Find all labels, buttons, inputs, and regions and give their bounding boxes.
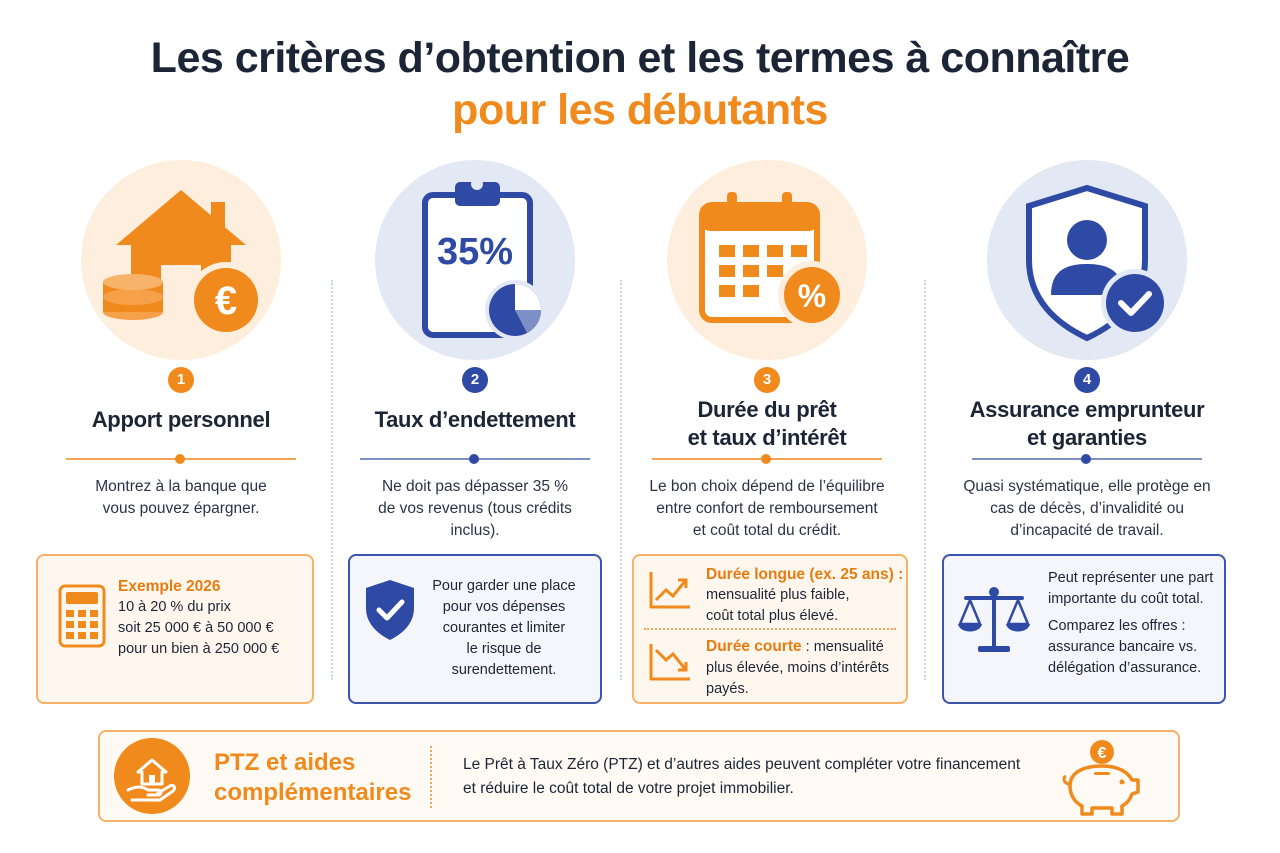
example-title: Exemple 2026 <box>118 578 221 595</box>
page-subtitle: pour les débutants <box>452 86 828 134</box>
heading-rule <box>652 458 882 460</box>
calculator-icon <box>58 584 106 648</box>
shield-person-check-icon <box>987 160 1187 360</box>
heading-rule <box>66 458 296 460</box>
ptz-banner <box>98 730 1180 822</box>
calendar-percent-icon <box>667 160 867 360</box>
criterion-endettement <box>330 160 620 705</box>
balance-scale-icon <box>956 584 1032 656</box>
page-title: Les critères d’obtention et les termes à connaître <box>150 34 1130 82</box>
criterion-duree <box>622 160 912 705</box>
example-line: soit 25 000 € à 50 000 € <box>118 620 274 636</box>
criterion-heading: Durée du prêt et taux d’intérêt <box>687 397 847 450</box>
long-duration-label: Durée longue (ex. 25 ans) : <box>706 566 904 583</box>
criterion-assurance <box>942 160 1232 705</box>
clipboard-percent-icon <box>375 160 575 360</box>
svg-text:€: € <box>1097 745 1107 762</box>
info-box: Pour garder une place pour vos dépenses courantes et limiter le risque de surendettement. <box>348 554 602 704</box>
step-number: 4 <box>1074 367 1100 393</box>
criterion-heading: Apport personnel <box>91 407 271 432</box>
shield-check-icon <box>362 578 418 642</box>
criterion-heading: Assurance emprunteur et garanties <box>969 397 1205 450</box>
piggy-bank-euro-icon <box>1056 736 1146 818</box>
criterion-heading: Taux d’endettement <box>374 407 576 432</box>
criterion-apport <box>36 160 326 705</box>
short-duration-label: Durée courte <box>706 638 802 655</box>
example-line: pour un bien à 250 000 € <box>118 641 280 657</box>
trend-up-icon <box>648 570 692 610</box>
step-number: 2 <box>462 367 488 393</box>
trend-down-icon <box>648 642 692 682</box>
column-divider <box>924 280 926 680</box>
house-coins-euro-icon <box>81 160 281 360</box>
heading-rule <box>972 458 1202 460</box>
banner-divider <box>430 746 432 808</box>
criterion-description: Le bon choix dépend de l’équilibre entre confort de remboursement et coût total du crédit. <box>649 478 885 539</box>
insurance-box: Peut représenter une part importante du coût total. Comparez les offres : assurance bancaire vs. délégation d’assurance. <box>942 554 1226 704</box>
example-line: 10 à 20 % du prix <box>118 599 231 615</box>
svg-text:€: € <box>214 279 238 323</box>
box-divider <box>644 628 896 630</box>
ptz-text: Le Prêt à Taux Zéro (PTZ) et d’autres aides peuvent compléter votre financement et réduire le coût total de votre projet immobilier. <box>463 756 1021 797</box>
heading-rule <box>360 458 590 460</box>
duration-box: Durée longue (ex. 25 ans) : mensualité plus faible, coût total plus élevé. Durée courte : mensualité plus élevée, moins d’intérêts payés. <box>632 554 908 704</box>
ptz-title: PTZ et aides complémentaires <box>214 749 412 806</box>
step-number: 1 <box>168 367 194 393</box>
criterion-description: Quasi systématique, elle protège en cas de décès, d’invalidité ou d’incapacité de travail. <box>963 478 1211 539</box>
step-number: 3 <box>754 367 780 393</box>
example-box <box>36 554 314 704</box>
criterion-description: Ne doit pas dépasser 35 % de vos revenus (tous crédits inclus). <box>378 478 572 539</box>
hand-house-icon <box>114 738 190 814</box>
svg-text:%: % <box>797 278 827 314</box>
svg-text:35%: 35% <box>436 231 514 273</box>
criterion-description: Montrez à la banque que vous pouvez épargner. <box>95 478 267 517</box>
